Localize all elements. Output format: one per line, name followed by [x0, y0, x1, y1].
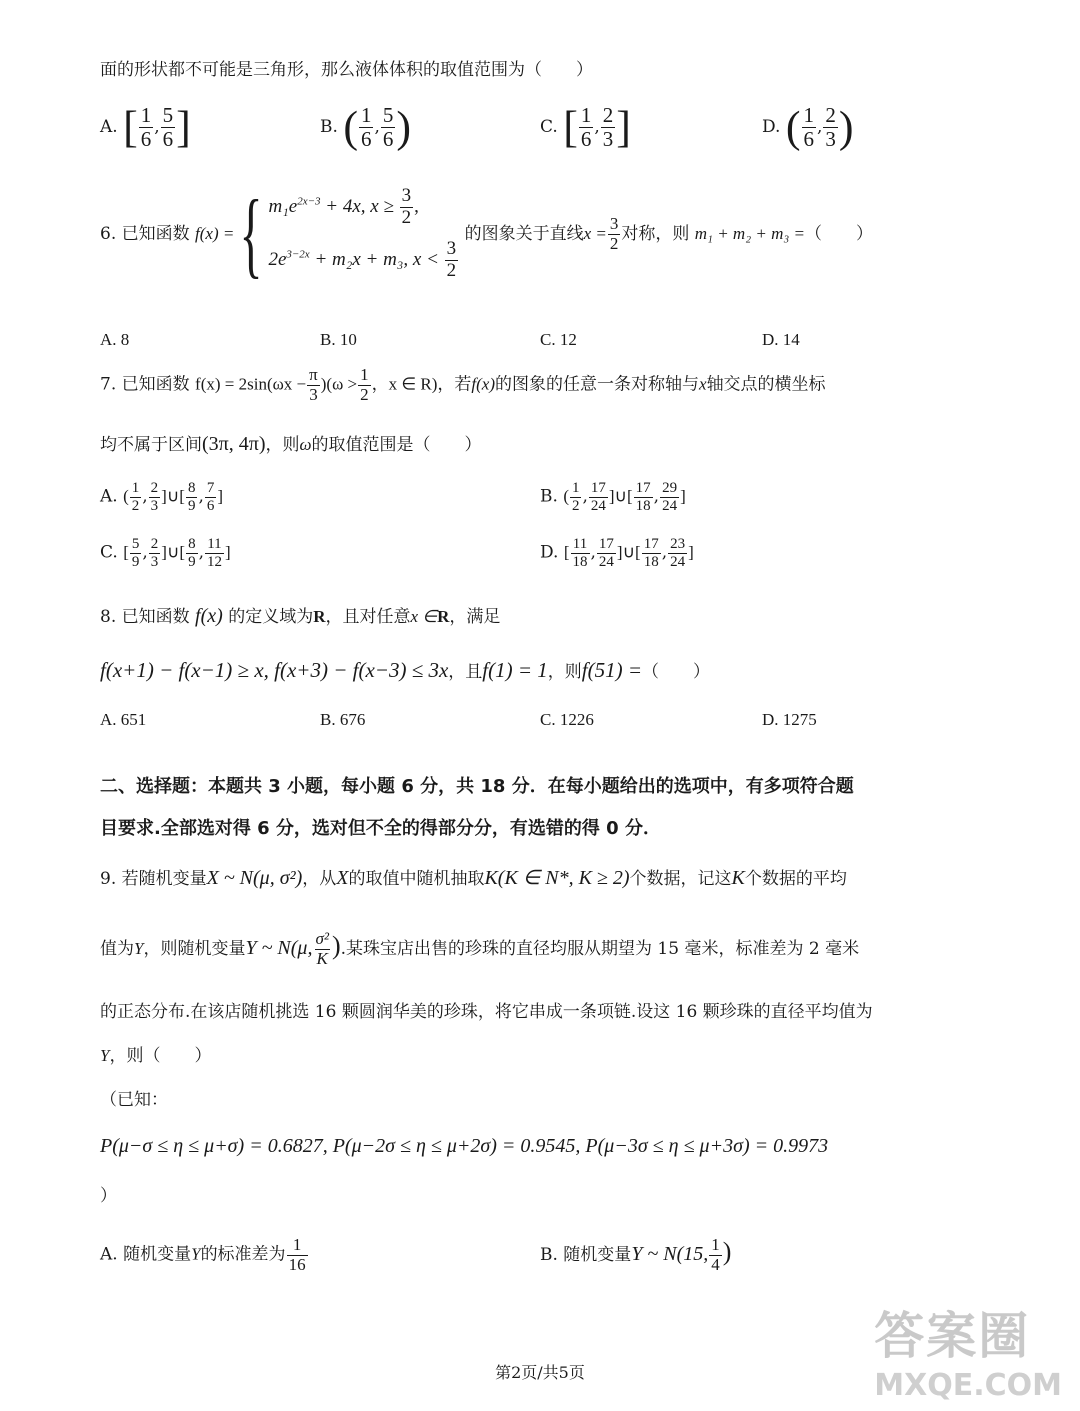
- q8-option-a: A. 651: [100, 710, 147, 729]
- q9-stem-line1: 9. 若随机变量X ~ N(μ, σ²)，从X的取值中随机抽取K(K ∈ N*, K ≥ 2)个数据，记这K个数据的平均: [100, 867, 847, 889]
- q7-stem-line2: 均不属于区间(3π, 4π)，则ω的取值范围是（ ）: [100, 433, 482, 455]
- q9-stem-line3: 的正态分布.在该店随机挑选 16 颗圆润华美的珍珠，将它串成一条项链.设这 16 颗珍珠的直径平均值为: [100, 1002, 873, 1022]
- q8-stem-line1: 8. 已知函数 f(x) 的定义域为R，且对任意x ∈R，满足: [100, 605, 501, 627]
- q8-option-b: B. 676: [320, 710, 366, 729]
- q5-stem: 面的形状都不可能是三角形，那么液体体积的取值范围为（ ）: [100, 60, 593, 80]
- q6-option-d: D. 14: [762, 330, 800, 349]
- q6-option-c: C. 12: [540, 330, 577, 349]
- q8-option-d: D. 1275: [762, 710, 817, 729]
- q5-option-d: D. ( $\frac{1}{6}$ , $\frac{2}{3}$ ): [762, 102, 854, 152]
- q7-stem-line1: 7. 已知函数 f(x) = 2sin(ωx − $\frac{\pi}{3}$ )(ω > $\frac{1}{2}$ ，x ∈ R)，若f(x)的图象的任意一条对称轴与x轴交点的横坐标: [100, 365, 826, 404]
- q7-option-d: D. [ $\frac{11}{18}$ , $\frac{17}{24}$ ]∪[ $\frac{17}{18}$ , $\frac{23}{24}$ ]: [540, 536, 694, 570]
- watermark-logo: 答案圈 MXQE.COM: [874, 1307, 1062, 1403]
- q7-option-b: B. ( $\frac{1}{2}$ , $\frac{17}{24}$ ]∪[ $\frac{17}{18}$ , $\frac{29}{24}$ ]: [540, 480, 686, 514]
- q5-option-c: C. [ $\frac{1}{6}$ , $\frac{2}{3}$ ]: [540, 102, 631, 152]
- section-2-heading-line1: 二、选择题：本题共 3 小题，每小题 6 分，共 18 分．在每小题给出的选项中，有多项符合题: [100, 776, 854, 797]
- page-number-footer: 第2页/共5页: [495, 1363, 585, 1382]
- q9-probability-formula: P(μ−σ ≤ η ≤ μ+σ) = 0.6827, P(μ−2σ ≤ η ≤ μ+2σ) = 0.9545, P(μ−3σ ≤ η ≤ μ+3σ) = 0.9973: [100, 1135, 829, 1157]
- q8-option-c: C. 1226: [540, 710, 594, 729]
- q6-option-b: B. 10: [320, 330, 357, 349]
- q9-stem-line2: 值为Y，则随机变量Y ~ N(μ, $\frac{\text{σ²}}{K}$ ).某珠宝店出售的珍珠的直径均服从期望为 15 毫米，标准差为 2 毫米: [100, 929, 860, 968]
- q9-stem-line4: Y，则（ ）: [100, 1046, 212, 1066]
- q5-option-a: A. [ $\frac{1}{6}$ , $\frac{5}{6}$ ]: [100, 102, 191, 152]
- q8-stem-line2: f(x+1) − f(x−1) ≥ x, f(x+3) − f(x−3) ≤ 3x，且f(1) = 1，则f(51) =（ ）: [100, 658, 711, 682]
- q9-option-a: A. 随机变量Y的标准差为 $\frac{1}{16}$: [100, 1235, 306, 1274]
- q9-option-b: B. 随机变量Y ~ N(15, $\frac{1}{4}$ ): [540, 1235, 732, 1274]
- q6-stem: 6. 已知函数 f(x) = { $m_1e^{2x-3} + 4x$, x ≥ $\frac{3}{2}$ , $2e^{3-2x} + m_2x + m_3$, x < $\frac{3}{2}$ 的图象关于直线 x = $\frac{3}{2}$ 对称，则 m₁ + m₂ + m₃ = （ ）: [100, 180, 873, 287]
- q9-known-label: （已知：: [100, 1090, 168, 1110]
- q9-known-close: ）: [100, 1186, 117, 1206]
- q6-option-a: A. 8: [100, 330, 130, 349]
- section-2-heading-line2: 目要求.全部选对得 6 分，选对但不全的得部分分，有选错的得 0 分．: [100, 818, 661, 839]
- q7-option-c: C. [ $\frac{5}{9}$ , $\frac{2}{3}$ ]∪[ $\frac{8}{9}$ , $\frac{11}{12}$ ]: [100, 536, 231, 570]
- q7-option-a: A. ( $\frac{1}{2}$ , $\frac{2}{3}$ ]∪[ $\frac{8}{9}$ , $\frac{7}{6}$ ]: [100, 480, 224, 514]
- q5-option-b: B. ( $\frac{1}{6}$ , $\frac{5}{6}$ ): [320, 102, 412, 152]
